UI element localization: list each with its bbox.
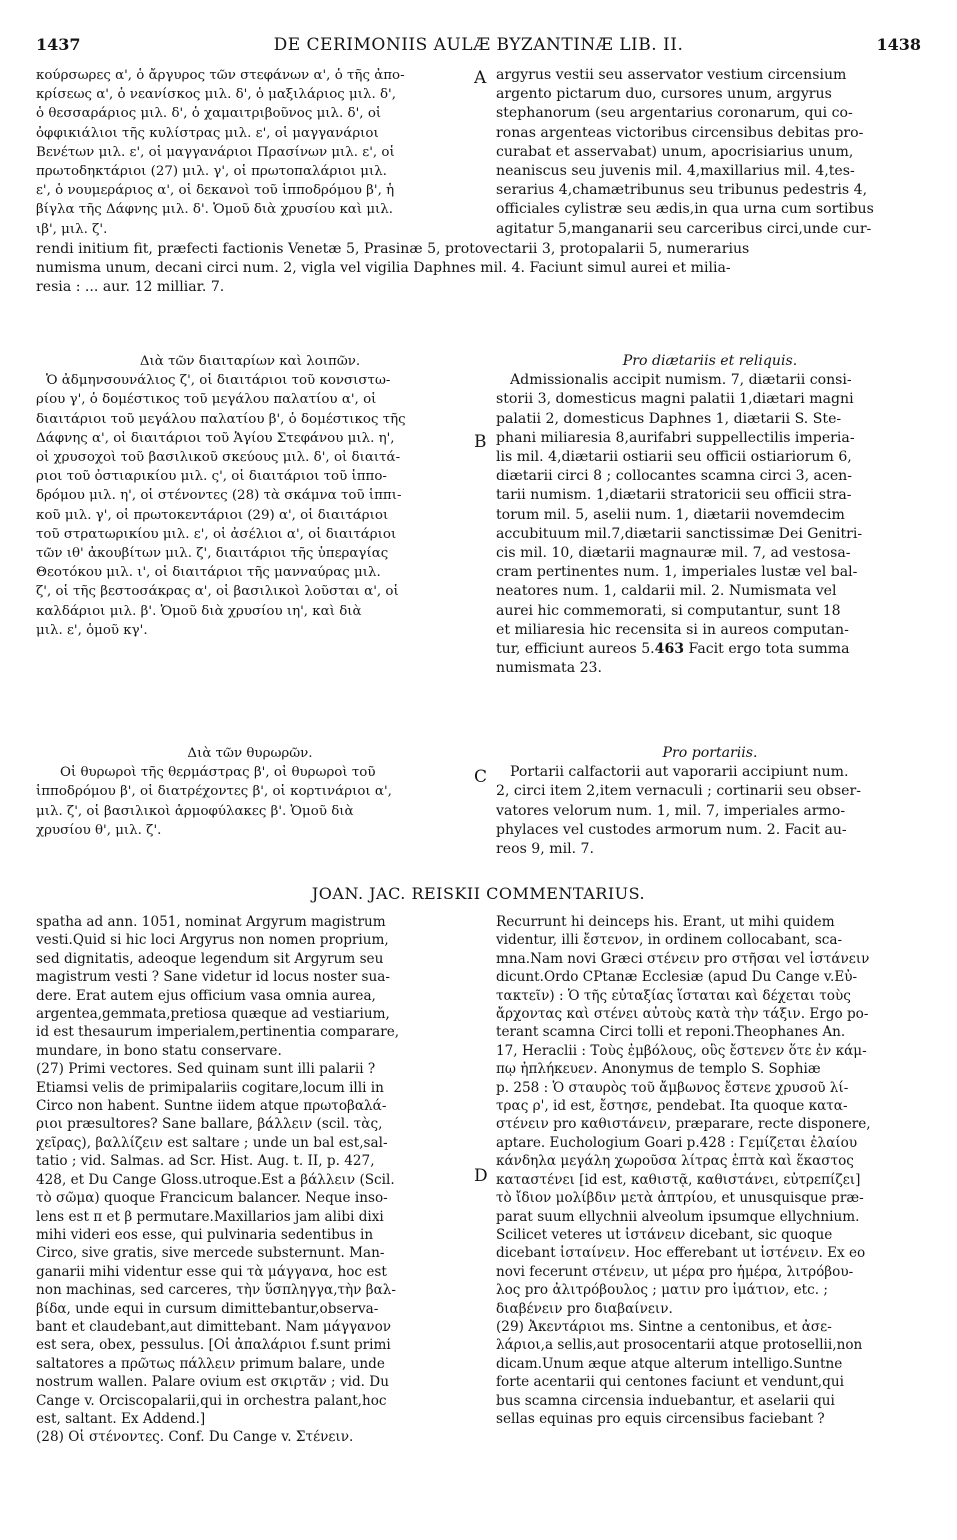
commentary-line: nostrum wallen. Palare ovium est σκιρτᾶν ; vid. Du (36, 1374, 389, 1391)
latin-line-with-page-number (496, 640, 924, 659)
latin-line: vatores velorum num. 1, mil. 7, imperiales armo- (496, 802, 846, 819)
commentary-line: videntur, illi ἔστενον, in ordinem collocabant, sca- (496, 932, 843, 949)
latin-line-fragment: tur, efficiunt aureos 5. (496, 641, 655, 658)
latin-line: cis mil. 10, diætarii magnauræ mil. 7, ad vestosa- (496, 545, 851, 562)
latin-line: accubituum mil.7,diætarii sanctissimæ Dei Genitri- (496, 525, 863, 542)
commentary-line: terant scamna Circi tolli et reponi.Theophanes An. (496, 1024, 846, 1041)
greek-line: Ὁ ἀδμηνσουνάλιος ζ', οἱ διαιτάριοι τοῦ κονσιστω- (46, 373, 391, 389)
section-heading-latin: Pro portariis. (662, 745, 758, 761)
latin-line: neatores num. 1, caldarii mil. 2. Numismata vel (496, 583, 837, 600)
commentary-left-column (36, 913, 472, 1447)
commentary-line: dere. Erat autem ejus officium vasa omnia aurea, (36, 987, 376, 1004)
latin-line: argento pictarum duo, cursores unum, argyrus (496, 86, 832, 103)
latin-line: Admissionalis accipit numism. 7, diætarii consi- (510, 372, 852, 389)
latin-full-width-paragraph (36, 240, 924, 298)
commentary-line: βίδα, unde equi in cursum dimittebantur,observa- (36, 1300, 379, 1317)
greek-line: ρίου γ', ὁ δομέστικος τοῦ μεγάλου παλατίου α', οἱ (36, 392, 377, 408)
running-header (36, 35, 921, 57)
commentary-line: argentea,gemmata,pretiosa quæque ad vestiarium, (36, 1006, 390, 1023)
latin-line: storii 3, domesticus magni palatii 1,diætari magni (496, 391, 854, 408)
latin-line: neaniscus seu juvenis mil. 4,maxillarius mil. 4,tes- (496, 163, 855, 180)
commentary-line: ριοι præsultores? Sane ballare, βάλλειν (scil. τὰς, (36, 1116, 383, 1133)
commentary-line: p. 258 : Ὁ σταυρὸς τοῦ ἄμβωνος ἔστενε χρυσοῦ λί- (496, 1079, 849, 1096)
latin-line: curabat et asservabat) unum, apocrisiarius unum, (496, 143, 854, 160)
commentary-line: τὸ ἴδιον μολίβδιν μετὰ ἀπτρίου, et unusquisque præ- (496, 1190, 864, 1207)
commentary-line: 17, Heraclii : Τοὺς ἐμβόλους, οὓς ἔστενεν ὅτε ἐν κάμ- (496, 1042, 867, 1059)
latin-line: ronas argenteas victoribus circensibus debitas pro- (496, 124, 864, 141)
commentary-line: est sera, obex, pessulus. [Οἱ ἀπαλάριοι f.sunt primi (36, 1337, 391, 1354)
greek-line: κοῦ μιλ. γ', οἱ πρωτοκεντάριοι (29) α', οἱ διαιτάριοι (36, 507, 389, 523)
latin-line: resia : ... aur. 12 milliar. 7. (36, 279, 225, 296)
commentary-line: id est thesaurum imperialem,pertinentia comparare, (36, 1024, 400, 1041)
latin-line: numismata 23. (496, 660, 602, 677)
commentary-line: πῳ ἠπλήκευεν. Anonymus de templo S. Sophiæ (496, 1061, 821, 1078)
edition-page-number: 463 (654, 641, 685, 658)
greek-line: μιλ. ε', ὁμοῦ κγ'. (36, 622, 148, 638)
commentary-title: JOAN. JAC. REISKII COMMENTARIUS. (311, 884, 646, 903)
commentary-line: χεῖρας), βαλλίζειν est saltare ; unde un bal est,sal- (36, 1134, 388, 1151)
greek-line: τοῦ στρατωρικίου μιλ. ε', οἱ ἀσέλιοι α', οἱ διαιτάριοι (36, 526, 397, 542)
commentary-line: Scilicet veteres ut ἱστάνειν dicebant, sic quoque (496, 1226, 833, 1243)
latin-column-diaetarii (496, 352, 924, 678)
commentary-line: mna.Nam novi Græci στένειν pro στῆσαι vel ἱστάνειν (496, 950, 870, 967)
greek-line: διαιτάριοι τοῦ μεγάλου παλατίου β', ὁ δομέστικος τῆς (36, 411, 406, 427)
commentary-line: λάριοι,a sellis,aut prosocentarii atque protosellii,non (496, 1337, 863, 1354)
commentary-line: ἄρχοντας καὶ στένει αὐτοὺς κατὰ τὴν τάξιν. Ergo po- (496, 1006, 869, 1023)
greek-line: Οἱ θυρωροὶ τῆς θερμάστρας β', οἱ θυρωροὶ τοῦ (60, 765, 376, 781)
greek-line: Δάφνης α', οἱ διαιτάριοι τοῦ Ἁγίου Στεφάνου μιλ. η', (36, 430, 395, 446)
greek-line: Θεοτόκου μιλ. ι', οἱ διαιτάριοι τῆς μανναύρας μιλ. (36, 565, 381, 581)
latin-line: phylaces vel custodes armorum num. 2. Facit au- (496, 821, 847, 838)
greek-line: ριοι τοῦ ὀστιαρικίου μιλ. ς', οἱ διαιτάριοι τοῦ ἱππο- (36, 469, 387, 485)
greek-line: ὁ θεσσαράριος μιλ. δ', ὁ χαμαιτριβοῦνος μιλ. δ', οἱ (36, 106, 382, 122)
commentary-line: saltatores a πρῶτως πάλλειν primum balare, unde (36, 1355, 385, 1372)
greek-line: οἱ χρυσοχοὶ τοῦ βασιλικοῦ σκεύους μιλ. δ', οἱ διαιτά- (36, 450, 401, 466)
commentary-line: aptare. Euchologium Goari p.428 : Γεμίζεται ἐλαίου (496, 1134, 858, 1151)
commentary-line: στένειν pro καθιστάνειν, præparare, recte disponere, (496, 1116, 871, 1133)
greek-line: κούρσωρες α', ὁ ἄργυρος τῶν στεφάνων α', ὁ τῆς ἀπο- (36, 68, 405, 83)
commentary-line: ganarii mihi videntur esse qui τὰ μάγγανα, hoc est (36, 1263, 387, 1280)
commentary-line: Etiamsi velis de primipalariis cogitare,locum illi in (36, 1079, 384, 1096)
latin-line: torum mil. 5, aselii num. 1, diætarii novemdecim (496, 506, 845, 523)
greek-line: πρωτοδηκτάριοι (27) μιλ. γ', οἱ πρωτοπαλάριοι μιλ. (36, 164, 387, 180)
commentary-line: novi fecerunt στένειν, ut μέρα pro ἡμέρα, λιτρόβου- (496, 1263, 854, 1280)
latin-line: tarii numism. 1,diætarii stratoricii seu officii stra- (496, 487, 852, 504)
commentary-line: forte acentarii qui centones faciunt et vendunt,qui (496, 1374, 844, 1391)
commentary-line: magistrum vesti ? Sane videtur id locus noster sua- (36, 969, 390, 986)
margin-letter-c: C (474, 767, 488, 787)
latin-line-fragment: Facit ergo tota summa (684, 641, 850, 658)
latin-line: reos 9, mil. 7. (496, 841, 594, 858)
latin-line: palatii 2, domesticus Daphnes 1, diætarii S. Ste- (496, 410, 842, 427)
latin-line: serarius 4,chamætribunus seu tribunus pedestris 4, (496, 182, 868, 199)
greek-line: καλδάριοι μιλ. β'. Ὁμοῦ διὰ χρυσίου ιη', καὶ διὰ (36, 603, 362, 619)
greek-column-diaetarii (36, 352, 464, 640)
commentary-line: dicebant ἱσταίνειν. Hoc efferebant ut ἱστένειν. Ex eo (496, 1245, 866, 1262)
latin-line: 2, circi item 2,item vernaculi ; cortinarii seu obser- (496, 783, 862, 800)
latin-line: argyrus vestii seu asservator vestium circensium (496, 67, 847, 83)
latin-line: stephanorum (seu argentarius coronarum, qui co- (496, 105, 853, 122)
commentary-line: κάνδηλα μεγάλη χωροῦσα λίτρας ἑπτὰ καὶ ἕκαστος (496, 1153, 854, 1170)
section-heading-latin: Pro diætariis et reliquis. (622, 353, 798, 369)
commentary-line: dicunt.Ordo CPtanæ Ecclesiæ (apud Du Cange v.Εὐ- (496, 969, 858, 986)
commentary-line: (28) Οἱ στένοντες. Conf. Du Cange v. Στένειν. (36, 1429, 354, 1446)
commentary-line: τρας ρ', id est, ἔστησε, pendebat. Ita quoque κατα- (496, 1098, 848, 1115)
commentary-line: 428, et Du Cange Gloss.utroque.Est a βάλλειν (Scil. (36, 1171, 395, 1188)
commentary-line: dicam.Unum æque atque alterum intelligo.Suntne (496, 1355, 843, 1372)
latin-line: aurei hic commemorati, si computantur, sunt 18 (496, 602, 841, 619)
latin-column-top (496, 66, 924, 239)
greek-line: χρυσίου θ', μιλ. ζ'. (36, 822, 162, 838)
commentary-line: (27) Primi vectores. Sed quinam sunt illi palarii ? (36, 1061, 376, 1078)
latin-line: rendi initium fit, præfecti factionis Venetæ 5, Prasinæ 5, protovectarii 3, protopalarii 5, numerarius (36, 241, 750, 257)
greek-line: τῶν ιθ' ἀκουβίτων μιλ. ζ', διαιτάριοι τῆς ὑπεραγίας (36, 546, 389, 562)
commentary-line: Circo non habent. Suntne iidem atque πρωτοβαλά- (36, 1098, 387, 1115)
latin-line: numisma unum, decani circi num. 2, vigla vel vigilia Daphnes mil. 4. Faciunt simul aurei et milia- (36, 260, 731, 277)
page-number-left: 1437 (36, 35, 81, 54)
greek-line: ε', ὁ νουμεράριος α', οἱ δεκανοὶ τοῦ ἱπποδρόμου β', ἡ (36, 183, 395, 199)
commentary-line: λος pro ἀλιτρόβουλος ; ματιν pro ἱμάτιον, etc. ; (496, 1282, 828, 1299)
greek-line: ἱπποδρόμου β', οἱ διατρέχοντες β', οἱ κορτινάριοι α', (36, 784, 392, 800)
commentary-line: τὸ σῶμα) quoque Francicum balancer. Neque inso- (36, 1190, 388, 1207)
commentary-line: sed dignitatis, adeoque legendum sit Argyrum seu (36, 950, 384, 967)
commentary-line: bus scamna circensia induebantur, et aselarii qui (496, 1392, 835, 1409)
latin-line: lis mil. 4,diætarii ostiarii seu officii ostiariorum 6, (496, 449, 852, 466)
commentary-line: lens est π et β permutare.Maxillarios jam alibi dixi (36, 1208, 384, 1225)
greek-line: ὀφφικιάλιοι τῆς κυλίστρας μιλ. ε', οἱ μαγγανάριοι (36, 125, 379, 141)
latin-line: cram pertinentes num. 1, imperiales lustæ vel bal- (496, 564, 858, 581)
commentary-right-column (496, 913, 924, 1428)
latin-line: officiales cylistræ seu ædis,in qua urna cum sortibus (496, 201, 874, 218)
commentary-line: non machinas, sed carceres, τὴν ὕσπληγγα,τὴν βαλ- (36, 1282, 397, 1299)
commentary-line: tatio ; vid. Salmas. ad Scr. Hist. Aug. t. II, p. 427, (36, 1153, 375, 1170)
latin-line: phani miliaresia 8,aurifabri suppellectilis imperia- (496, 429, 855, 446)
commentary-line: τακτεῖν) : Ὁ τῆς εὐταξίας ἵσταται καὶ δέχεται τοὺς (496, 987, 851, 1004)
commentary-line: spatha ad ann. 1051, nominat Argyrum magistrum (36, 914, 386, 930)
commentary-line: vesti.Quid si hic loci Argyrus non nomen proprium, (36, 932, 389, 949)
commentary-line: διαβένειν pro διαβαίνειν. (496, 1300, 673, 1317)
greek-line: Βενέτων μιλ. ε', οἱ μαγγανάριοι Πρασίνων μιλ. ε', οἱ (36, 144, 395, 160)
greek-line: ζ', οἱ τῆς βεστοσάκρας α', οἱ βασιλικοὶ λοῦσται α', οἱ (36, 584, 399, 600)
latin-line: et miliaresia hic recensita si in aureos computan- (496, 621, 849, 638)
margin-letter-a: A (474, 68, 487, 88)
greek-column-top (36, 66, 464, 239)
greek-line: μιλ. ζ', οἱ βασιλικοὶ ἁρμοφύλακες β'. Ὁμοῦ διὰ (36, 803, 354, 819)
greek-line: δρόμου μιλ. η', οἱ στένοντες (28) τὰ σκάμνα τοῦ ἱππι- (36, 488, 402, 504)
commentary-line: Cange v. Orciscopalarii,qui in orchestra palant,hoc (36, 1392, 387, 1409)
commentary-line: καταστένει [id est, καθιστᾷ, καθιστάνει, εὐτρεπίζει] (496, 1171, 861, 1188)
commentary-line: (29) Ἀκεντάριοι ms. Sintne a centonibus, et ἀσε- (496, 1318, 832, 1335)
commentary-line: bant et claudebant,aut dimittebant. Nam μάγγανον (36, 1318, 392, 1335)
latin-column-portarii (496, 744, 924, 859)
margin-letter-d: D (474, 1166, 488, 1186)
latin-line: agitatur 5,manganarii seu carceribus circi,unde cur- (496, 220, 872, 237)
page-number-right: 1438 (876, 35, 921, 54)
greek-line: ιβ', μιλ. ζ'. (36, 221, 108, 237)
commentary-line: sellas equinas pro equis circensibus faciebant ? (496, 1410, 825, 1427)
commentary-line: mundare, in bono statu conservare. (36, 1042, 282, 1059)
running-title: DE CERIMONIIS AULÆ BYZANTINÆ LIB. II. (273, 35, 684, 55)
latin-line: Portarii calfactorii aut vaporarii accipiunt num. (510, 764, 849, 781)
commentary-line: Circo, sive gratis, sive mercede substernunt. Man- (36, 1245, 385, 1262)
greek-column-portarii (36, 744, 464, 840)
margin-letter-b: B (474, 432, 487, 452)
greek-line: κρίσεως α', ὁ νεανίσκος μιλ. δ', ὁ μαξιλάριος μιλ. δ', (36, 87, 396, 103)
commentary-line: Recurrunt hi deinceps his. Erant, ut mihi quidem (496, 914, 835, 930)
section-heading-greek: Διὰ τῶν διαιταρίων καὶ λοιπῶν. (139, 354, 361, 369)
commentary-line: est, saltant. Ex Addend.] (36, 1410, 206, 1427)
greek-line: βίγλα τῆς Δάφνης μιλ. δ'. Ὁμοῦ διὰ χρυσίου καὶ μιλ. (36, 202, 394, 218)
commentary-line: mihi videri eos esse, qui pulvinaria sedentibus in (36, 1226, 374, 1243)
section-heading-greek: Διὰ τῶν θυρωρῶν. (187, 746, 313, 761)
latin-line: diætarii circi 8 ; collocantes scamna circi 3, acen- (496, 468, 853, 485)
commentary-line: parat suum ellychnii alveolum ipsumque ellychnium. (496, 1208, 860, 1225)
